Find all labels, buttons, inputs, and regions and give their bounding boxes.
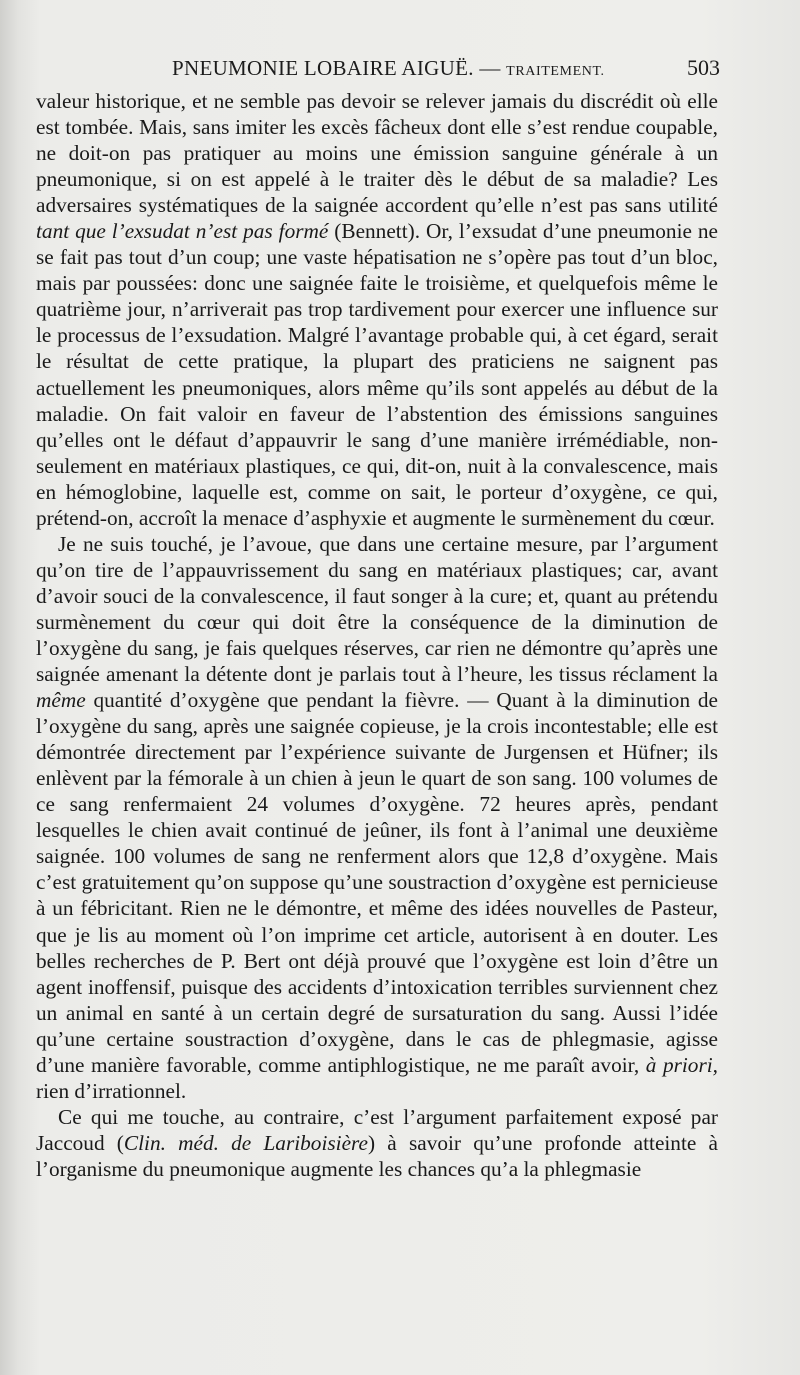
- paragraph-3-text-a: Ce qui me touche, au contraire, c’est l’argument parfaitement exposé par Jaccoud (: [36, 1104, 718, 1155]
- paragraph-1-italic-phrase: tant que l’exsudat n’est pas formé: [36, 219, 329, 244]
- running-section: TRAITEMENT.: [506, 64, 605, 79]
- paragraph-1-text-b: (Bennett). Or, l’exsudat d’une pneumonie ne se fait pas tout d’un coup; une vaste hépatisation ne s’opère pas tout d’un bloc, mais par poussées: donc une saignée faite le troisième, et quelquefois même le quatrième jour, n’arriverait pas trop tardivement pour exercer une influence sur le processus de l’exsudation. Malgré l’avantage probable qui, à cet égard, serait le résultat de cette pratique, la plupart des praticiens ne saignent pas actuellement les pneumoniques, alors même qu’ils sont appelés au début de la maladie. On fait valoir en faveur de l’abstention des émissions sanguines qu’elles ont le défaut d’appauvrir le sang d’une manière irrémédiable, non-seulement en matériaux plastiques, ce qui, dit-on, nuit à la convalescence, mais en hémoglobine, laquelle est, comme on sait, le porteur d’oxygène, ce qui, prétend-on, accroît la menace d’asphyxie et augmente le surmènement du cœur.: [36, 219, 718, 530]
- running-header: [36, 52, 718, 86]
- paragraph-3-text-b: ) à savoir qu’une profonde atteinte à l’organisme du pneumonique augmente les chances qu’a la phlegmasie: [36, 1130, 718, 1181]
- paragraph-2: [36, 531, 718, 1104]
- page-number: 503: [687, 55, 720, 80]
- paragraph-2-italic-apriori: à priori,: [645, 1052, 718, 1077]
- paragraph-2-text-c: rien d’irrationnel.: [36, 1078, 187, 1103]
- running-title-text: PNEUMONIE LOBAIRE AIGUË. —: [172, 56, 507, 80]
- running-title: [172, 56, 605, 81]
- paragraph-1: [36, 88, 718, 531]
- paragraph-3-italic-citation: Clin. méd. de Lariboisière: [123, 1130, 368, 1155]
- paragraph-2-text-b: quantité d’oxygène que pendant la fièvre. — Quant à la diminution de l’oxygène du sang, après une saignée copieuse, je la crois incontestable; elle est démontrée directement par l’expérience suivante de Jurgensen et Hüfner; ils enlèvent par la fémorale à un chien à jeun le quart de son sang. 100 volumes de ce sang renfermaient 24 volumes d’oxygène. 72 heures après, pendant lesquelles le chien avait continué de jeûner, ils font à l’animal une deuxième saignée. 100 volumes de sang ne renferment alors que 12,8 d’oxygène. Mais c’est gratuitement qu’on suppose qu’une soustraction d’oxygène est pernicieuse à un fébricitant. Rien ne le démontre, et même des idées nouvelles de Pasteur, que je lis au moment où l’on imprime cet article, autorisent à en douter. Les belles recherches de P. Bert ont déjà prouvé que l’oxygène est loin d’être un agent inoffensif, puisque des accidents d’intoxication terribles surviennent chez un animal en santé à un certain degré de sursaturation du sang. Aussi l’idée qu’une certaine soustraction d’oxygène, dans le cas de phlegmasie, agisse d’une manière favorable, comme antiphlogistique, ne me paraît avoir,: [36, 688, 718, 1077]
- paragraph-3: [36, 1104, 718, 1182]
- paragraph-2-italic-word: même: [36, 688, 86, 713]
- paragraph-2-text-a: Je ne suis touché, je l’avoue, que dans une certaine mesure, par l’argument qu’on tire de l’appauvrissement du sang en matériaux plastiques; car, avant d’avoir souci de la convalescence, il faut songer à la cure; et, quant au prétendu surmènement du cœur qui doit être la conséquence de la diminution de l’oxygène du sang, je fais quelques réserves, car rien ne démontre qu’après une saignée amenant la détente dont je parlais tout à l’heure, les tissus réclament la: [36, 531, 718, 687]
- paragraph-1-text-a: valeur historique, et ne semble pas devoir se relever jamais du discrédit où elle est tombée. Mais, sans imiter les excès fâcheux dont elle s’est rendue coupable, ne doit-on pas pratiquer au moins une émission sanguine générale à un pneumonique, si on est appelé à le traiter dès le début de sa maladie? Les adversaires systématiques de la saignée accordent qu’elle n’est pas sans utilité: [36, 89, 718, 218]
- body-text: [36, 88, 718, 1182]
